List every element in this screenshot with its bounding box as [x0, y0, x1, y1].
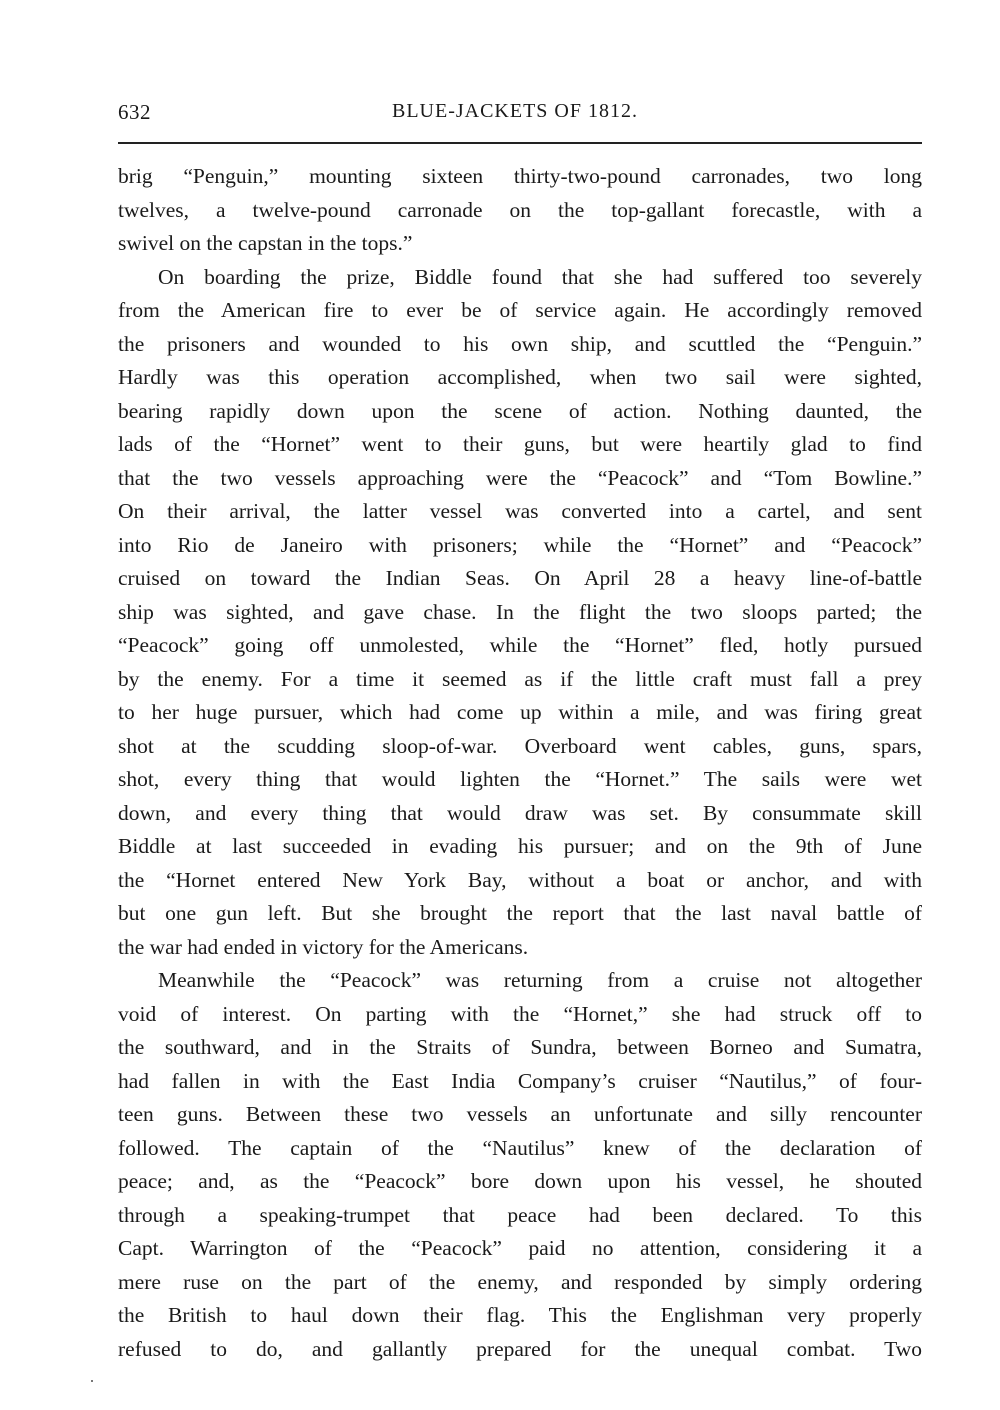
page-number: 632	[118, 100, 151, 124]
text-line: On boarding the prize, Biddle found that she had suffered too severely	[158, 264, 922, 289]
text-line: the war had ended in victory for the Americans.	[118, 934, 529, 959]
paragraph	[118, 261, 922, 965]
text-line: brig “Penguin,” mounting sixteen thirty-two-pound carronades, two long	[118, 164, 922, 188]
body-text	[118, 160, 922, 1366]
text-line: down, and every thing that would draw was set. By consummate skill	[118, 800, 922, 825]
text-line: ship was sighted, and gave chase. In the flight the two sloops parted; the	[118, 599, 922, 624]
text-line: the prisoners and wounded to his own ship, and scuttled the “Penguin.”	[118, 331, 922, 356]
text-line: shot at the scudding sloop-of-war. Overboard went cables, guns, spars,	[118, 733, 922, 758]
text-line: Capt. Warrington of the “Peacock” paid no attention, considering it a	[118, 1236, 922, 1260]
text-line: bearing rapidly down upon the scene of action. Nothing daunted, the	[118, 398, 922, 423]
text-line: followed. The captain of the “Nautilus” knew of the declaration of	[118, 1135, 922, 1160]
header-rule	[118, 142, 922, 144]
paragraph	[118, 160, 922, 261]
text-line: teen guns. Between these two vessels an unfortunate and silly rencounter	[118, 1102, 922, 1126]
text-line: cruised on toward the Indian Seas. On April 28 a heavy line-of-battle	[118, 566, 922, 590]
text-line: had fallen in with the East India Company’s cruiser “Nautilus,” of four-	[118, 1068, 922, 1093]
text-line: by the enemy. For a time it seemed as if the little craft must fall a prey	[118, 666, 922, 691]
stray-print-mark	[91, 1380, 93, 1382]
text-line: the British to haul down their flag. This the Englishman very properly	[118, 1303, 922, 1327]
text-line: but one gun left. But she brought the report that the last naval battle of	[118, 901, 922, 925]
paragraph	[118, 964, 922, 1366]
text-line: into Rio de Janeiro with prisoners; while the “Hornet” and “Peacock”	[118, 532, 922, 557]
text-line: On their arrival, the latter vessel was converted into a cartel, and sent	[118, 499, 922, 523]
text-line: that the two vessels approaching were the “Peacock” and “Tom Bowline.”	[118, 465, 922, 490]
running-head	[0, 100, 1000, 123]
text-line: the southward, and in the Straits of Sundra, between Borneo and Sumatra,	[118, 1035, 922, 1059]
text-line: from the American fire to ever be of service again. He accordingly removed	[118, 298, 922, 322]
text-line: refused to do, and gallantly prepared for the unequal combat. Two	[118, 1336, 922, 1361]
text-line: Biddle at last succeeded in evading his pursuer; and on the 9th of June	[118, 834, 922, 858]
text-line: Hardly was this operation accomplished, when two sail were sighted,	[118, 365, 922, 389]
text-line: swivel on the capstan in the tops.”	[118, 231, 413, 255]
text-line: to her huge pursuer, which had come up within a mile, and was firing great	[118, 700, 922, 724]
text-line: mere ruse on the part of the enemy, and responded by simply ordering	[118, 1269, 922, 1294]
text-line: through a speaking-trumpet that peace had been declared. To this	[118, 1202, 922, 1227]
text-line: “Peacock” going off unmolested, while the “Hornet” fled, hotly pursued	[118, 633, 922, 657]
text-line: shot, every thing that would lighten the “Hornet.” The sails were wet	[118, 767, 922, 791]
text-line: the “Hornet entered New York Bay, without a boat or anchor, and with	[118, 867, 922, 892]
text-line: lads of the “Hornet” went to their guns, but were heartily glad to find	[118, 432, 922, 456]
text-line: void of interest. On parting with the “Hornet,” she had struck off to	[118, 1001, 922, 1026]
running-title: BLUE-JACKETS OF 1812.	[391, 100, 638, 122]
text-line: Meanwhile the “Peacock” was returning from a cruise not altogether	[158, 968, 922, 992]
text-line: twelves, a twelve-pound carronade on the top-gallant forecastle, with a	[118, 197, 922, 222]
text-line: peace; and, as the “Peacock” bore down upon his vessel, he shouted	[118, 1169, 922, 1193]
